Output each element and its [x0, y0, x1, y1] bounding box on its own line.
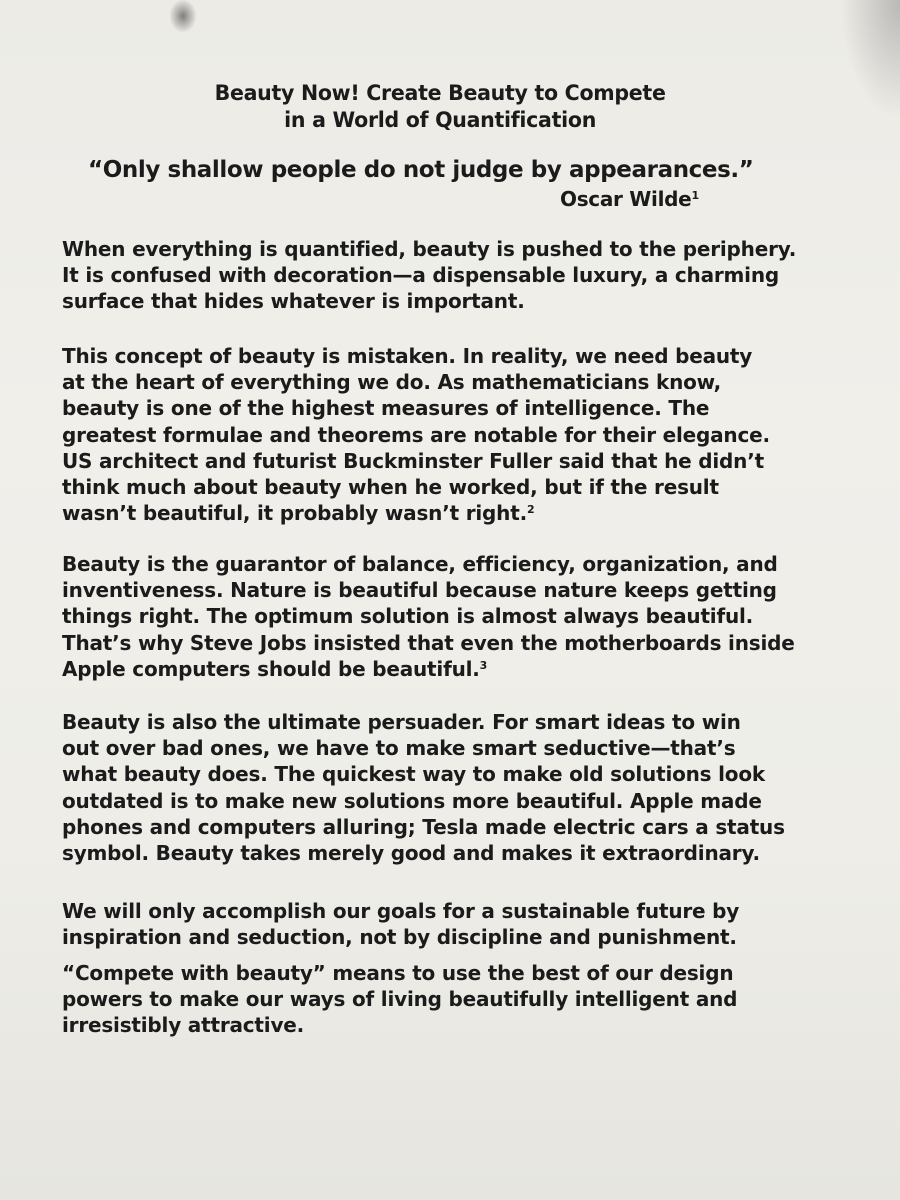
- epigraph-author: Oscar Wilde: [560, 187, 692, 211]
- paragraph-line: Beauty is also the ultimate persuader. For smart ideas to win: [62, 710, 741, 734]
- paragraph-line: greatest formulae and theorems are notable for their elegance.: [62, 422, 770, 447]
- paragraph-line: “Compete with beauty” means to use the best of our design: [62, 961, 734, 985]
- photo-shadow-top-left: [170, 0, 196, 32]
- paragraph-line: US architect and futurist Buckminster Fuller said that he didn’t: [62, 448, 764, 473]
- paragraph-line: think much about beauty when he worked, but if the result: [62, 475, 719, 500]
- paragraph-line: what beauty does. The quickest way to make old solutions look: [62, 762, 765, 787]
- title-line-2: in a World of Quantification: [284, 108, 597, 132]
- paragraph-line: beauty is one of the highest measures of intelligence. The: [62, 396, 710, 421]
- paragraph-line: phones and computers alluring; Tesla made electric cars a status: [62, 814, 785, 839]
- paragraph-line: [62, 656, 852, 682]
- paragraph-line-text: wasn’t beautiful, it probably wasn’t right.: [62, 501, 527, 526]
- paragraph-5: [62, 898, 852, 950]
- paragraph-line: This concept of beauty is mistaken. In reality, we need beauty: [62, 344, 753, 368]
- paragraph-line: Beauty is the guarantor of balance, efficiency, organization, and: [62, 552, 778, 576]
- paragraph-1: [62, 236, 852, 315]
- paragraph-line: out over bad ones, we have to make smart seductive—that’s: [62, 736, 736, 761]
- paragraph-2: [62, 343, 852, 526]
- paragraph-line: That’s why Steve Jobs insisted that even the motherboards inside: [62, 630, 795, 655]
- epigraph-quote: “Only shallow people do not judge by appearances.”: [88, 157, 754, 183]
- paragraph-line: symbol. Beauty takes merely good and makes it extraordinary.: [62, 841, 760, 866]
- paragraph-line: inspiration and seduction, not by discipline and punishment.: [62, 925, 737, 950]
- paragraph-line: [62, 500, 852, 526]
- footnote-marker-3: 3: [479, 658, 488, 672]
- paragraph-line: at the heart of everything we do. As mathematicians know,: [62, 370, 722, 395]
- epigraph-attribution: [560, 186, 699, 212]
- paragraph-line: powers to make our ways of living beautifully intelligent and: [62, 987, 738, 1012]
- footnote-marker-1: 1: [691, 189, 699, 202]
- paragraph-line: We will only accomplish our goals for a sustainable future by: [62, 899, 740, 923]
- title-line-1: Beauty Now! Create Beauty to Compete: [214, 81, 666, 105]
- paragraph-3: [62, 551, 852, 682]
- paragraph-4: [62, 709, 852, 866]
- page-title: [0, 80, 900, 134]
- footnote-marker-2: 2: [526, 503, 535, 517]
- paragraph-line: inventiveness. Nature is beautiful because nature keeps getting: [62, 578, 777, 603]
- paragraph-line: outdated is to make new solutions more beautiful. Apple made: [62, 788, 762, 813]
- paragraph-line: irresistibly attractive.: [62, 1013, 305, 1038]
- paragraph-line: things right. The optimum solution is almost always beautiful.: [62, 604, 754, 629]
- paragraph-6: [62, 960, 852, 1039]
- paragraph-line-text: Apple computers should be beautiful.: [62, 656, 480, 681]
- paragraph-line: When everything is quantified, beauty is pushed to the periphery.: [62, 237, 797, 261]
- paragraph-line: surface that hides whatever is important.: [62, 289, 525, 314]
- paragraph-line: It is confused with decoration—a dispensable luxury, a charming: [62, 263, 779, 288]
